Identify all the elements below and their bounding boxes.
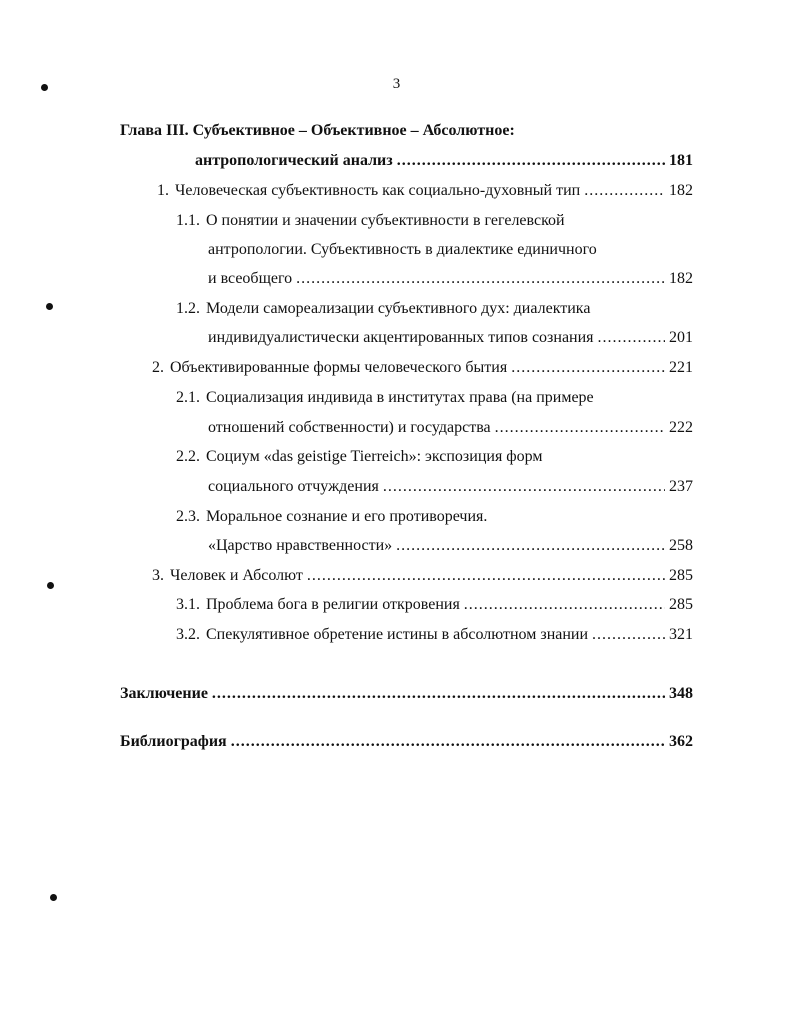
toc-page-number: 181 (669, 152, 693, 169)
page-number: 3 (392, 76, 401, 92)
toc-entry-text: индивидуалистически акцентированных типов сознания (208, 329, 594, 346)
dot-leader (584, 180, 665, 202)
dot-leader (307, 565, 665, 587)
toc-entry-title (176, 446, 543, 468)
toc-section-1-1-line2 (208, 239, 597, 261)
toc-page-number: 182 (669, 182, 693, 199)
toc-bibliography[interactable] (120, 731, 693, 753)
dot-leader (592, 624, 665, 646)
dot-leader (212, 683, 665, 705)
toc-section-3-2[interactable] (176, 624, 693, 646)
toc-entry-text: Социум «das geistige Tierreich»: экспозиция форм (206, 448, 543, 465)
toc-page-number: 182 (669, 270, 693, 287)
toc-entry-text: Объективированные формы человеческого бытия (170, 359, 508, 376)
toc-entry-number: 1.1. (176, 212, 200, 229)
toc-entry-text: и всеобщего (208, 270, 293, 287)
toc-section-2-2-line2[interactable] (208, 476, 693, 498)
dot-leader (598, 327, 665, 349)
toc-entry-text: О понятии и значении субъективности в гегелевской (206, 212, 565, 229)
toc-chapter3-title-text: Глава III. Субъективное – Объективное – Абсолютное: (120, 122, 515, 139)
toc-section-2[interactable] (152, 357, 693, 379)
dot-leader (231, 731, 665, 753)
dot-leader (397, 150, 665, 172)
toc-section-2-1-line2[interactable] (208, 417, 693, 439)
dot-leader (396, 535, 665, 557)
toc-entry-text: социального отчуждения (208, 478, 379, 495)
toc-entry-title (176, 298, 590, 320)
toc-conclusion[interactable] (120, 683, 693, 705)
toc-chapter3-title-line1[interactable] (120, 120, 515, 142)
toc-entry-title (176, 506, 487, 528)
toc-entry-text: Человек и Абсолют (170, 567, 303, 584)
toc-entry-text: «Царство нравственности» (208, 537, 393, 554)
toc-entry-number: 3. (152, 567, 164, 584)
toc-entry-title (152, 565, 303, 587)
toc-entry-number: 3.2. (176, 626, 200, 643)
toc-entry-title: антропологический анализ (195, 152, 393, 169)
toc-entry-number: 1. (157, 182, 169, 199)
toc-entry-text: Моральное сознание и его противоречия. (206, 508, 488, 525)
toc-entry-text: антропологии. Субъективность в диалектике единичного (208, 241, 597, 258)
toc-section-3-1[interactable] (176, 594, 693, 616)
toc-entry-text: Человеческая субъективность как социально-духовный тип (175, 182, 581, 199)
toc-page-number: 348 (669, 685, 693, 702)
toc-entry-number: 3.1. (176, 596, 200, 613)
dot-leader (464, 594, 665, 616)
toc-page-number: 285 (669, 567, 693, 584)
toc-page-number: 285 (669, 596, 693, 613)
toc-section-2-3-line1[interactable] (176, 506, 487, 528)
toc-section-1-2-line2[interactable] (208, 327, 693, 349)
toc-entry-number: 2.1. (176, 389, 200, 406)
toc-page-number: 362 (669, 733, 693, 750)
dot-leader (296, 268, 665, 290)
toc-entry-title (176, 387, 594, 409)
toc-section-3[interactable] (152, 565, 693, 587)
toc-section-1-2-line1[interactable] (176, 298, 590, 320)
toc-page-number: 237 (669, 478, 693, 495)
toc-entry-title (152, 357, 507, 379)
toc-page-number: 321 (669, 626, 693, 643)
toc-entry-text: отношений собственности) и государства (208, 419, 491, 436)
toc-section-1-1-line3[interactable] (208, 268, 693, 290)
toc-page-number: 258 (669, 537, 693, 554)
toc-entry-title: Заключение (120, 685, 208, 702)
toc-section-2-1-line1[interactable] (176, 387, 594, 409)
dot-leader (495, 417, 665, 439)
toc-entry-title: Библиография (120, 733, 227, 750)
toc-entry-text: Социализация индивида в институтах права (на примере (206, 389, 594, 406)
toc-entry-title (176, 624, 588, 646)
toc-entry-title (157, 180, 580, 202)
toc-section-2-2-line1[interactable] (176, 446, 543, 468)
dot-leader (511, 357, 665, 379)
toc-entry-text: Проблема бога в религии откровения (206, 596, 460, 613)
binder-hole-4 (50, 894, 57, 901)
binder-hole-2 (46, 303, 53, 310)
toc-entry-text: Спекулятивное обретение истины в абсолютном знании (206, 626, 589, 643)
binder-hole-3 (47, 582, 54, 589)
toc-page-number: 222 (669, 419, 693, 436)
toc-section-1[interactable] (157, 180, 693, 202)
dot-leader (383, 476, 665, 498)
toc-section-1-1-line1[interactable] (176, 210, 565, 232)
toc-entry-number: 1.2. (176, 300, 200, 317)
toc-entry-number: 2.2. (176, 448, 200, 465)
toc-chapter3-title-line2[interactable] (195, 150, 693, 172)
toc-entry-number: 2. (152, 359, 164, 376)
toc-page-number: 201 (669, 329, 693, 346)
toc-entry-title (176, 210, 565, 232)
toc-section-2-3-line2[interactable] (208, 535, 693, 557)
toc-entry-title (176, 594, 460, 616)
toc-entry-number: 2.3. (176, 508, 200, 525)
toc-entry-text: Модели самореализации субъективного дух: диалектика (206, 300, 591, 317)
toc-page-number: 221 (669, 359, 693, 376)
